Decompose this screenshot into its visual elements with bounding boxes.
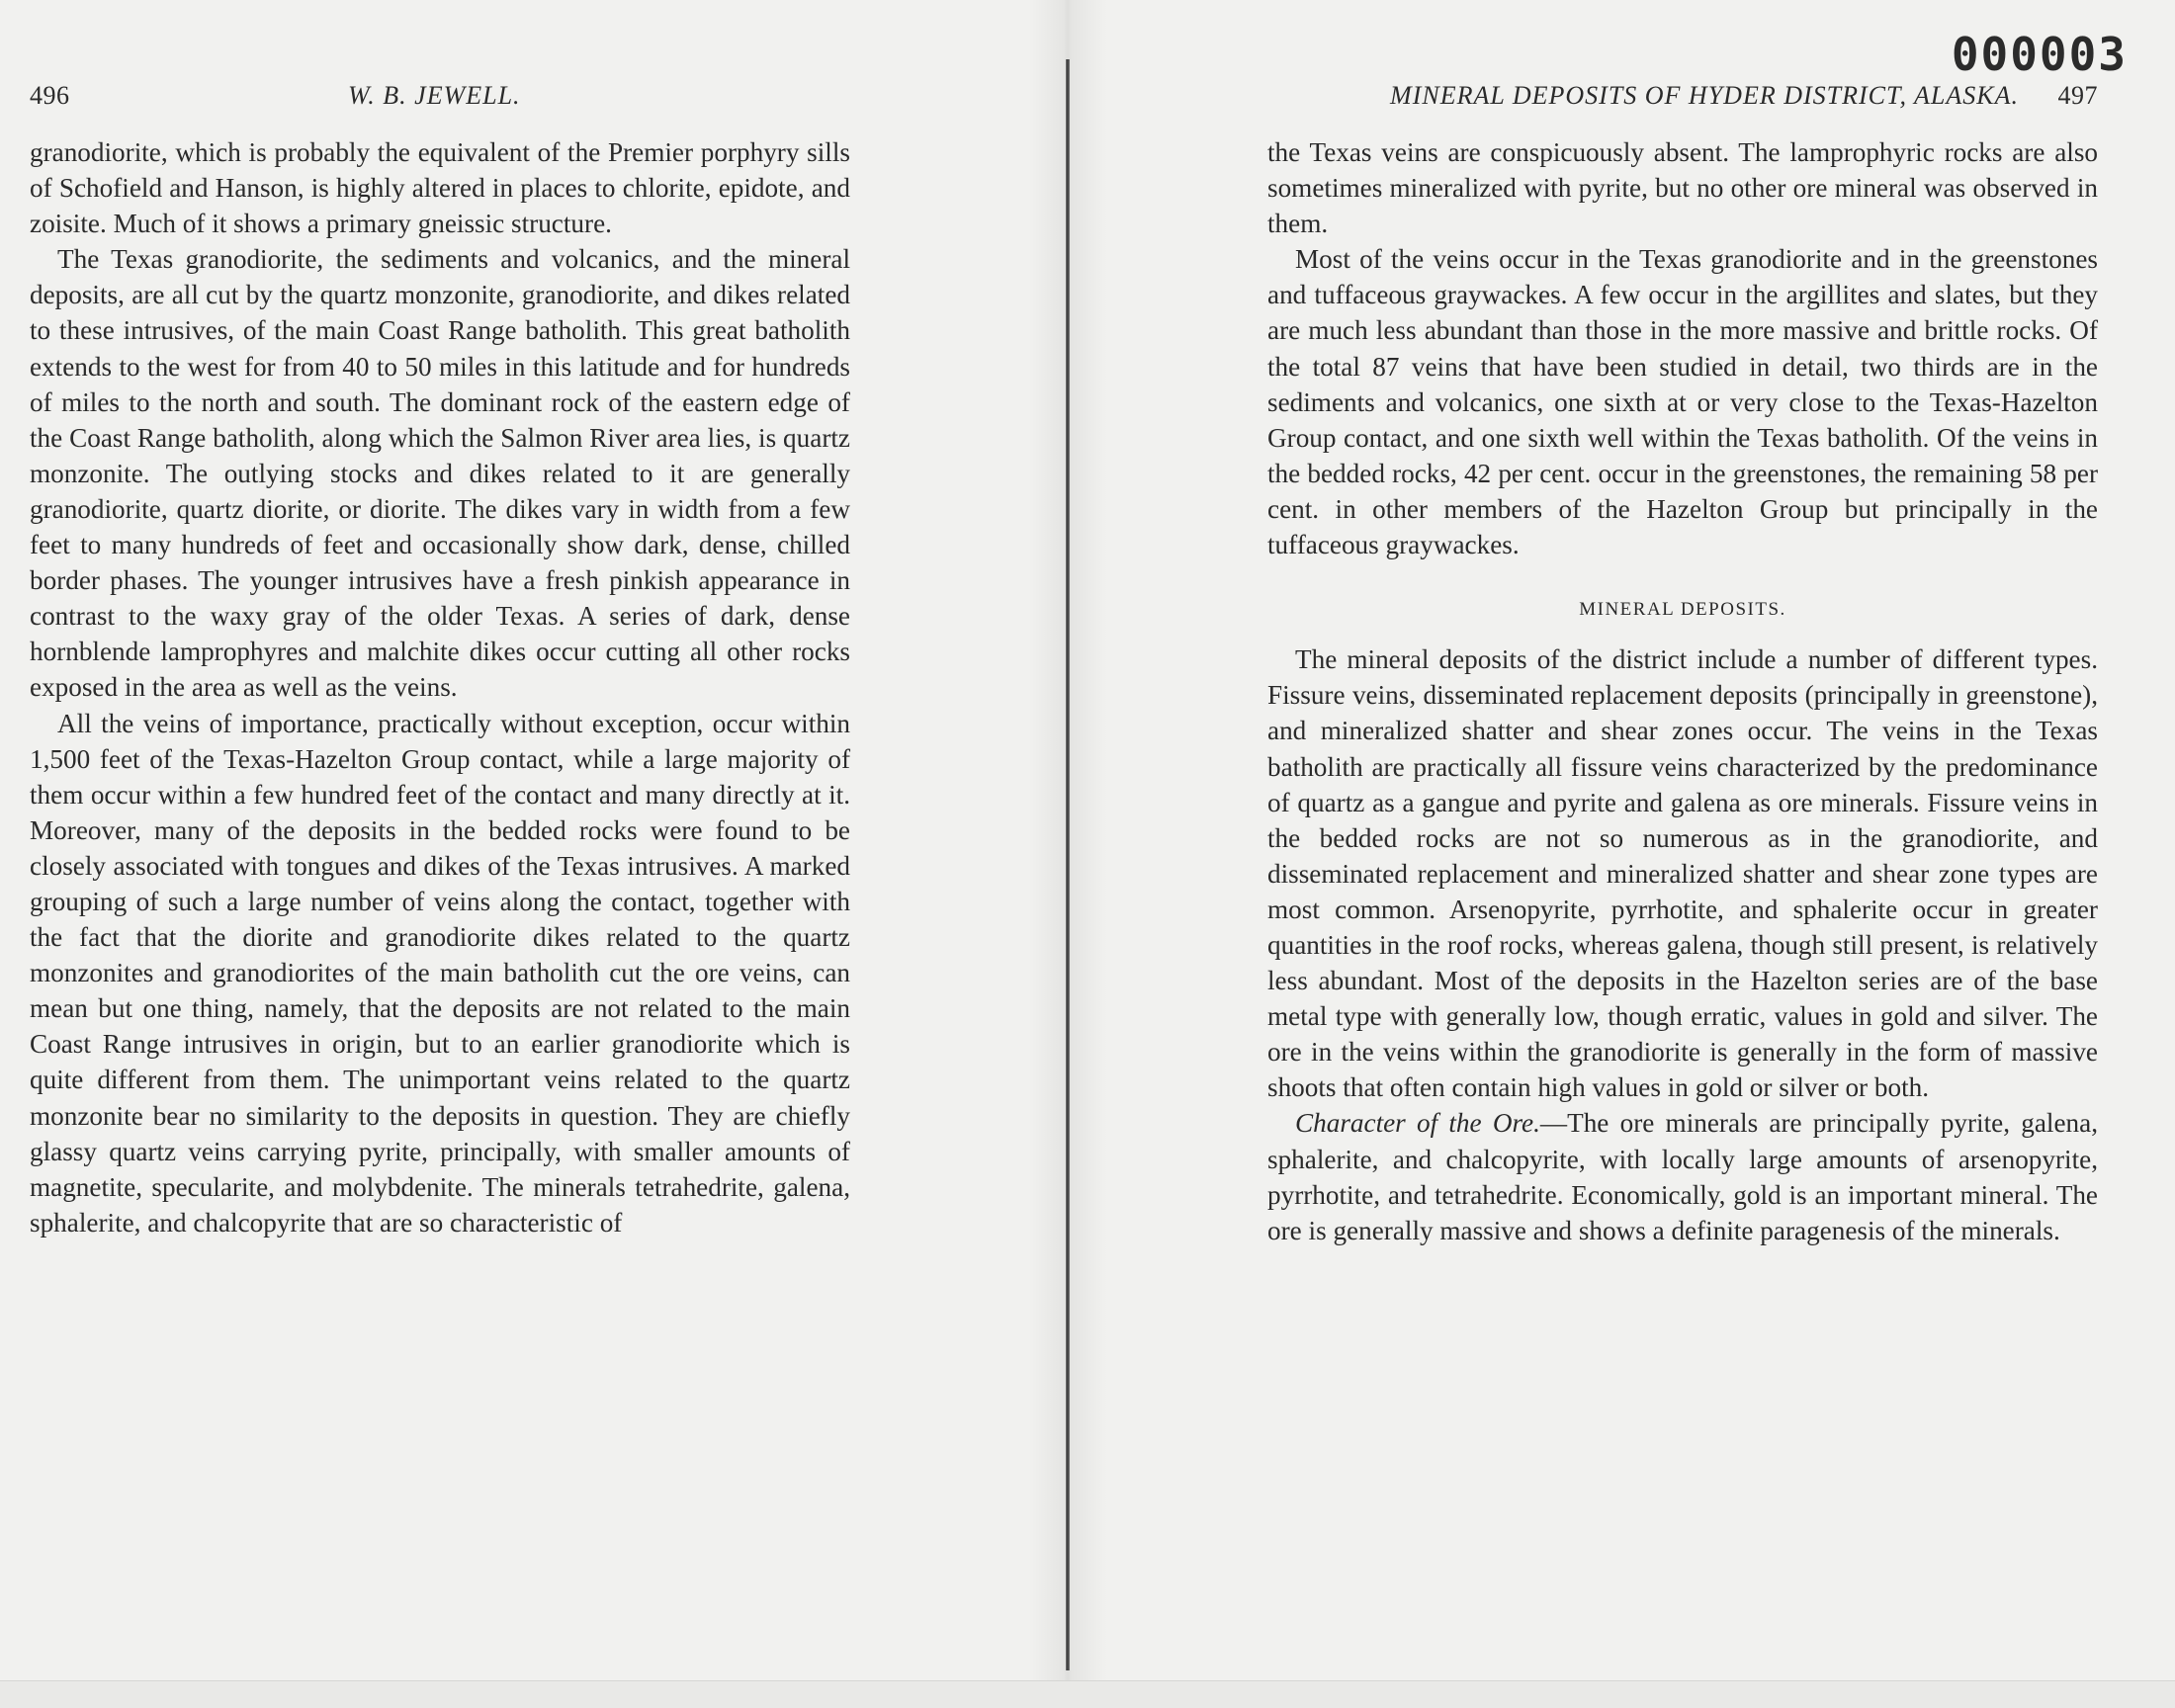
right-paragraph-2: Most of the veins occur in the Texas granodiorite and in the greenstones and tuffaceous graywackes. A few occur in the argillites and slates, but they are much less abundant than those in the more massive and brittle rocks. Of the total 87 veins that have been studied in detail, two thirds are in the sediments and volcanics, one sixth at or very close to the Texas-Hazelton Group contact, and one sixth well within the Texas batholith. Of the veins in the bedded rocks, 42 per cent. occur in the greenstones, the remaining 58 per cent. in other members of the Hazelton Group but principally in the tuffaceous graywackes.: [1267, 244, 2098, 560]
left-paragraph-1: granodiorite, which is probably the equivalent of the Premier porphyry sills of Schofield and Hanson, is highly altered in places to chlorite, epidote, and zoisite. Much of it shows a primary gneissic structure.: [30, 137, 850, 239]
character-of-ore-paragraph: [1267, 1105, 2098, 1247]
character-of-ore-text: —The ore minerals are principally pyrite, galena, sphalerite, and chalcopyrite, with locally large amounts of arsenopyrite, pyrrhotite, and tetrahedrite. Economically, gold is an important mineral. The ore is generally massive and shows a definite paragenesis of the minerals.: [1267, 1108, 2099, 1245]
left-page-number: 496: [30, 81, 70, 110]
section-heading-mineral-deposits: MINERAL DEPOSITS.: [1579, 599, 1786, 621]
character-of-ore-lead: Character of the Ore.: [1295, 1108, 1540, 1139]
right-body-text: [1267, 134, 2098, 1248]
right-running-title: MINERAL DEPOSITS OF HYDER DISTRICT, ALASKA.: [1390, 81, 2019, 110]
right-paragraph-1: the Texas veins are conspicuously absent. The lamprophyric rocks are also sometimes mineralized with pyrite, but no other ore mineral was observed in them.: [1267, 137, 2098, 239]
left-running-title: W. B. JEWELL.: [348, 81, 521, 110]
left-paragraph-2: The Texas granodiorite, the sediments and volcanics, and the mineral deposits, are all cut by the quartz monzonite, granodiorite, and dikes related to these intrusives, of the main Coast Range batholith. This great batholith extends to the west for from 40 to 50 miles in this latitude and for hundreds of miles to the north and south. The dominant rock of the eastern edge of the Coast Range batholith, along which the Salmon River area lies, is quartz monzonite. The outlying stocks and dikes related to it are generally granodiorite, quartz diorite, or diorite. The dikes vary in width from a few feet to many hundreds of feet and occasionally show dark, dense, chilled border phases. The younger intrusives have a fresh pinkish appearance in contrast to the waxy gray of the older Texas. A series of dark, dense hornblende lamprophyres and malchite dikes occur cutting all other rocks exposed in the area as well as the veins.: [30, 244, 850, 703]
left-running-head: [30, 81, 850, 121]
right-running-head: [1267, 81, 2098, 121]
left-paragraph-3: All the veins of importance, practically without exception, occur within 1,500 feet of the Texas-Hazelton Group contact, while a large majority of them occur within a few hundred feet of the contact and many directly at it. Moreover, many of the deposits in the bedded rocks were found to be closely associated with tongues and dikes of the Texas intrusives. A marked grouping of such a large number of veins along the contact, together with the fact that the diorite and granodiorite dikes related to the quartz monzonites and granodiorites of the main batholith cut the ore veins, can mean but one thing, namely, that the deposits are not related to the main Coast Range intrusives in origin, but to an earlier granodiorite which is quite different from them. The unimportant veins related to the quartz monzonite bear no similarity to the deposits in question. They are chiefly glassy quartz veins carrying pyrite, principally, with smaller amounts of magnetite, specularite, and molybdenite. The minerals tetrahedrite, galena, sphalerite, and chalcopyrite that are so characteristic of: [30, 708, 850, 1238]
left-body-text: [30, 134, 850, 1240]
book-gutter: [1066, 59, 1070, 1670]
right-paragraph-3: The mineral deposits of the district include a number of different types. Fissure veins, disseminated replacement deposits (principally in greenstone), and mineralized shatter and shear zones occur. The veins in the Texas batholith are practically all fissure veins characterized by the predominance of quartz as a gangue and pyrite and galena as ore minerals. Fissure veins in the bedded rocks are not so numerous as in the granodiorite, and disseminated replacement and mineralized shatter and shear zone types are most common. Arsenopyrite, pyrrhotite, and sphalerite occur in greater quantities in the roof rocks, whereas galena, though still present, is relatively less abundant. Most of the deposits in the Hazelton series are of the base metal type with generally low, though erratic, values in gold and silver. The ore in the veins within the granodiorite is generally in the form of massive shoots that often contain high values in gold or silver or both.: [1267, 644, 2098, 1103]
archive-stamp-number: 000003: [1951, 28, 2128, 81]
right-page-number: 497: [2057, 81, 2098, 110]
scan-bottom-edge: [0, 1680, 2175, 1708]
